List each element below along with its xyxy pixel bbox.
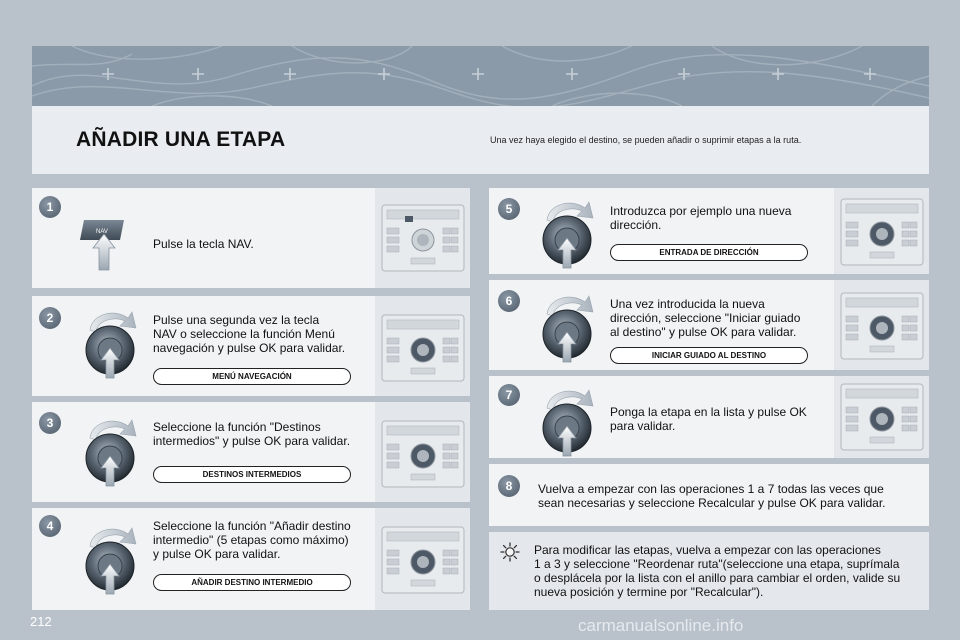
ok-knob-press-icon: [535, 382, 601, 458]
step-4-badge: 4: [39, 515, 61, 537]
header-block: [32, 46, 929, 174]
anadir-destino-pill: AÑADIR DESTINO INTERMEDIO: [153, 574, 351, 591]
watermark-text: carmanualsonline.info: [578, 616, 744, 635]
step-1-text: [153, 237, 254, 251]
radio-unit-icon: [381, 420, 465, 488]
radio-unit-icon: [381, 204, 465, 272]
step-8-line: sean necesarias y seleccione Recalcular y pulse OK para validar.: [538, 496, 886, 510]
step-7-text: [610, 405, 807, 433]
step-4-text: [153, 519, 351, 561]
step-5-line: dirección.: [610, 218, 662, 232]
tip-line: Para modificar las etapas, vuelva a empezar con las operaciones: [534, 543, 881, 557]
page-number: 212: [30, 614, 52, 629]
step-6-line: dirección, seleccione "Iniciar guiado: [610, 311, 801, 325]
step-2-text: [153, 313, 345, 355]
step-7-line: para validar.: [610, 419, 676, 433]
step-3-badge: 3: [39, 412, 61, 434]
header-topo-band: [32, 46, 929, 106]
tip-text: [534, 543, 900, 599]
step-6-text: [610, 297, 800, 339]
nav-button-press-icon: [78, 212, 130, 272]
radio-photo: [375, 402, 470, 502]
step-8-text: [538, 482, 886, 510]
ok-knob-press-icon: [535, 194, 601, 270]
destinos-intermedios-pill: DESTINOS INTERMEDIOS: [153, 466, 351, 483]
intro-text: Una vez haya elegido el destino, se pueden añadir o suprimir etapas a la ruta.: [490, 135, 802, 145]
step-5-line: Introduzca por ejemplo una nueva: [610, 204, 792, 218]
sun-tip-icon: [499, 541, 521, 563]
radio-photo: [375, 508, 470, 610]
step-5-text: [610, 204, 791, 232]
radio-photo: [834, 188, 929, 274]
step-6-line: al destino" y pulse OK para validar.: [610, 325, 797, 339]
radio-unit-icon: [840, 383, 924, 451]
svg-text:NAV: NAV: [96, 229, 108, 235]
step-4-line: y pulse OK para validar.: [153, 547, 281, 561]
ok-knob-press-icon: [78, 304, 144, 380]
step-3-text: [153, 420, 350, 448]
step-5-badge: 5: [498, 198, 520, 220]
entrada-direccion-pill: ENTRADA DE DIRECCIÓN: [610, 244, 808, 261]
ok-knob-press-icon: [78, 412, 144, 488]
tip-line: o desplácela por la lista con el anillo para cambiar el orden, valide su: [534, 571, 901, 585]
radio-photo: [375, 296, 470, 396]
step-2-badge: 2: [39, 307, 61, 329]
step-3-line: Seleccione la función "Destinos: [153, 420, 321, 434]
step-1-line: Pulse la tecla NAV.: [153, 237, 254, 251]
step-8-line: Vuelva a empezar con las operaciones 1 a 7 todas las veces que: [538, 482, 884, 496]
step-6-badge: 6: [498, 290, 520, 312]
step-2-line: NAV o seleccione la función Menú: [153, 327, 335, 341]
radio-photo: [834, 376, 929, 458]
iniciar-guiado-pill: INICIAR GUIADO AL DESTINO: [610, 347, 808, 364]
step-7-line: Ponga la etapa en la lista y pulse OK: [610, 405, 807, 419]
topo-contour-decoration: [32, 46, 929, 106]
step-4-line: Seleccione la función "Añadir destino: [153, 519, 351, 533]
radio-unit-icon: [840, 292, 924, 360]
radio-unit-icon: [840, 198, 924, 266]
step-4-line: intermedio" (5 etapas como máximo): [153, 533, 349, 547]
menu-navegacion-pill: MENÚ NAVEGACIÓN: [153, 368, 351, 385]
step-1-badge: 1: [39, 196, 61, 218]
step-3-line: intermedios" y pulse OK para validar.: [153, 434, 351, 448]
radio-photo: [834, 280, 929, 370]
step-2-line: Pulse una segunda vez la tecla: [153, 313, 320, 327]
tip-line: nueva posición y termine por "Recalcular").: [534, 585, 764, 599]
ok-knob-press-icon: [78, 520, 144, 596]
step-7-badge: 7: [498, 384, 520, 406]
tip-line: 1 a 3 y seleccione "Reordenar ruta"(seleccione una etapa, suprímala: [534, 557, 900, 571]
step-6-line: Una vez introducida la nueva: [610, 297, 765, 311]
page-title: AÑADIR UNA ETAPA: [76, 128, 286, 151]
step-8-badge: 8: [498, 475, 520, 497]
radio-unit-icon: [381, 526, 465, 594]
radio-unit-icon: [381, 314, 465, 382]
radio-photo: [375, 188, 470, 288]
step-2-line: navegación y pulse OK para validar.: [153, 341, 346, 355]
ok-knob-press-icon: [535, 288, 601, 364]
